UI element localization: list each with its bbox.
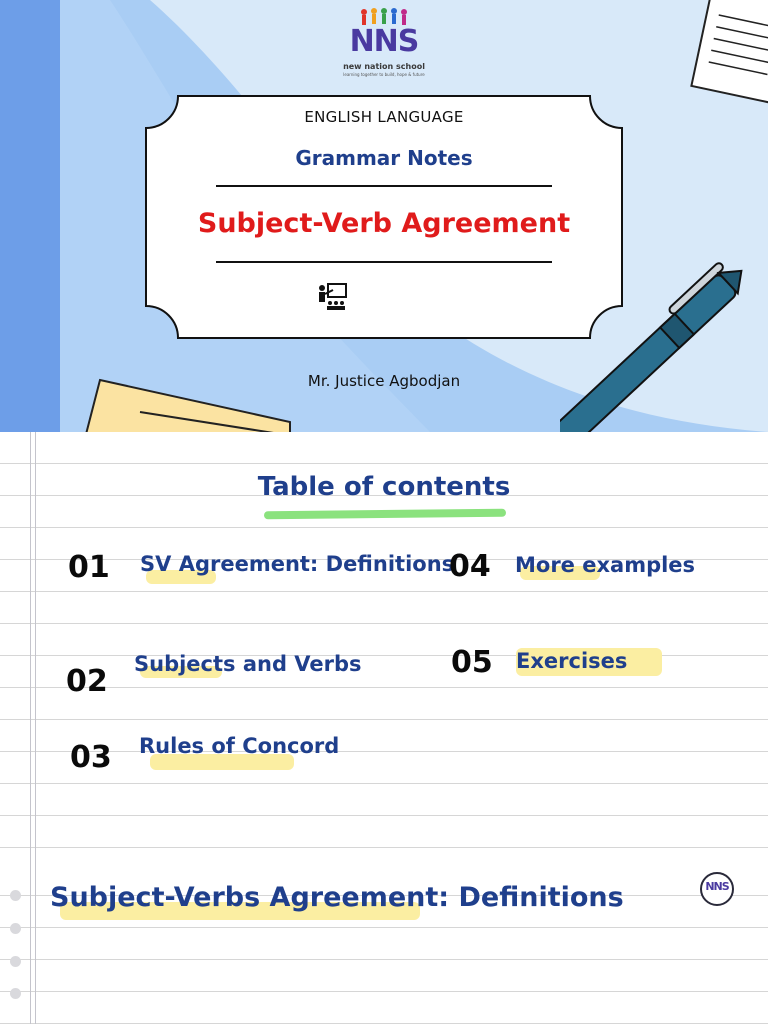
toc-number-01: 01 bbox=[68, 550, 110, 585]
subject-area-label: ENGLISH LANGUAGE bbox=[304, 108, 464, 126]
school-logo bbox=[340, 6, 428, 78]
definitions-slide bbox=[0, 864, 768, 1024]
author-name: Mr. Justice Agbodjan bbox=[307, 372, 461, 390]
logo-letters: NNS bbox=[349, 24, 419, 59]
toc-item-examples[interactable]: More examples bbox=[515, 553, 696, 577]
toc-item-definitions[interactable]: SV Agreement: Definitions bbox=[140, 552, 455, 576]
binder-hole bbox=[10, 923, 21, 934]
title-divider-top bbox=[216, 185, 552, 187]
title-divider-bottom bbox=[216, 261, 552, 263]
toc-item-exercises[interactable]: Exercises bbox=[516, 649, 628, 673]
margin-line bbox=[35, 864, 36, 1024]
school-logo-small bbox=[700, 872, 734, 906]
margin-line bbox=[30, 864, 31, 1024]
title-card bbox=[144, 94, 624, 340]
toc-number-03: 03 bbox=[70, 740, 112, 775]
teacher-at-board-icon bbox=[316, 282, 348, 312]
binder-hole bbox=[10, 988, 21, 999]
mini-logo-letters: NNS bbox=[705, 880, 729, 893]
toc-item-subjects-verbs[interactable]: Subjects and Verbs bbox=[134, 652, 362, 676]
toc-number-02: 02 bbox=[66, 664, 108, 699]
binder-hole bbox=[10, 890, 21, 901]
toc-number-04: 04 bbox=[449, 549, 491, 584]
logo-school-name: new nation school bbox=[343, 62, 425, 71]
binder-hole bbox=[10, 956, 21, 967]
toc-item-rules[interactable]: Rules of Concord bbox=[139, 734, 340, 758]
notebook-spine bbox=[0, 0, 60, 432]
topic-title: Subject-Verb Agreement bbox=[197, 208, 571, 239]
notes-type-label: Grammar Notes bbox=[295, 146, 473, 170]
table-of-contents-slide bbox=[0, 432, 768, 864]
paper-decoration bbox=[690, 0, 768, 115]
title-underline bbox=[264, 509, 506, 520]
margin-line bbox=[30, 432, 31, 864]
toc-number-05: 05 bbox=[451, 645, 493, 680]
toc-title: Table of contents bbox=[257, 472, 511, 502]
margin-line bbox=[35, 432, 36, 864]
logo-tagline: learning together to build, hope & future bbox=[343, 72, 425, 77]
cover-slide bbox=[0, 0, 768, 432]
definitions-title: Subject-Verbs Agreement: Definitions bbox=[50, 882, 624, 913]
